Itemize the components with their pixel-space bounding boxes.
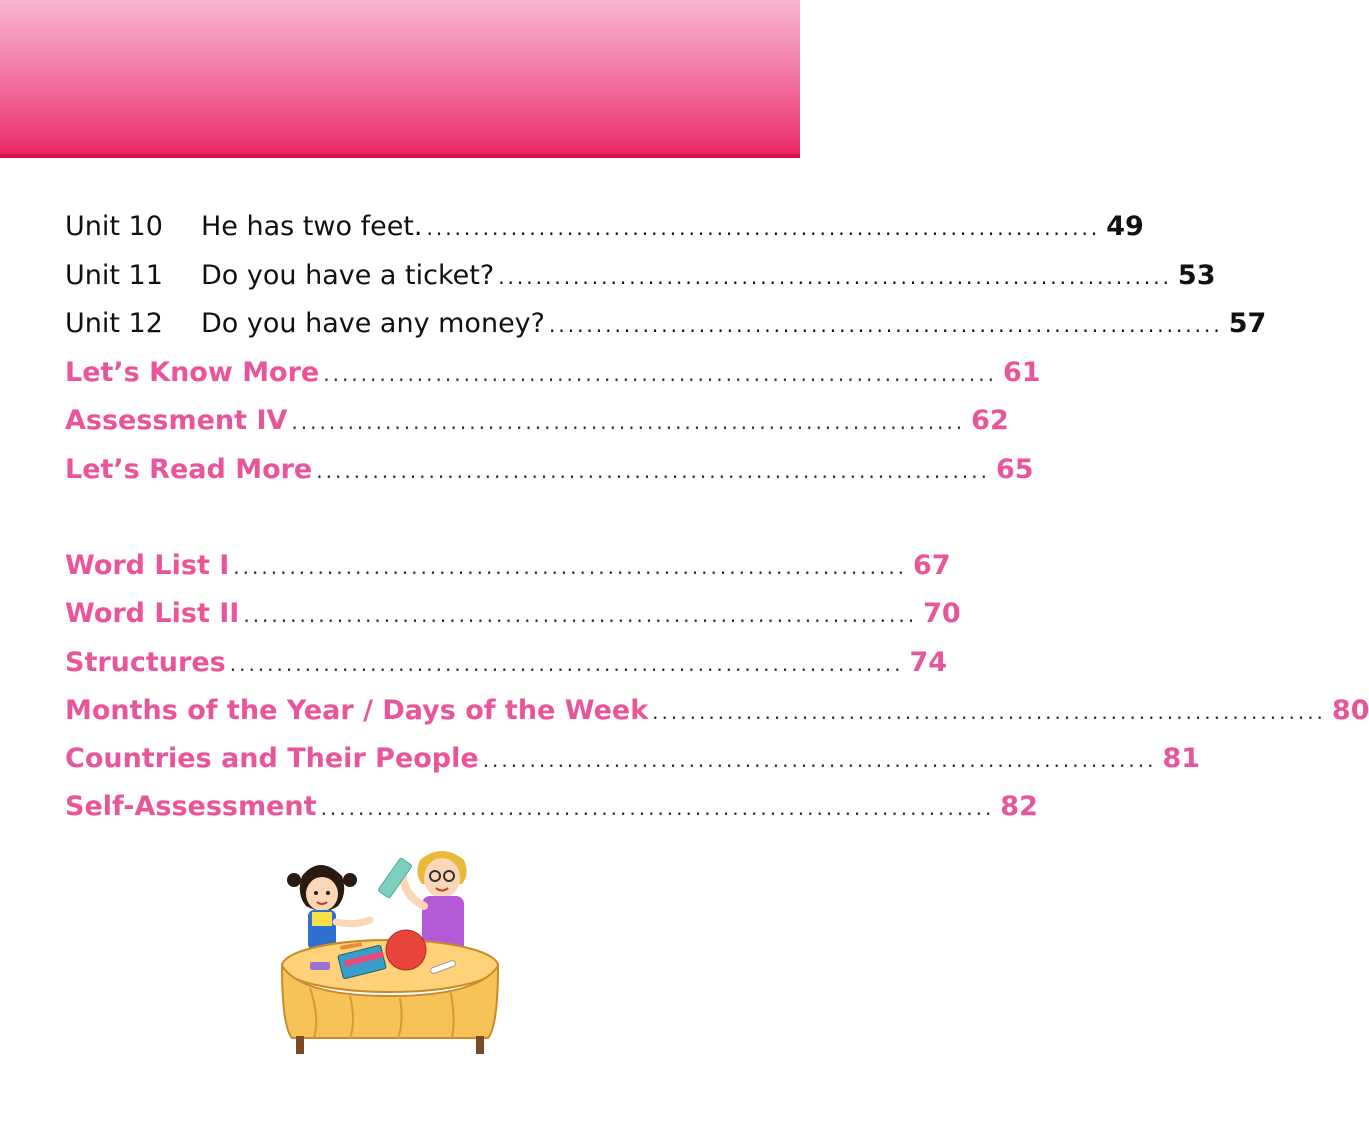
dot-leader: ........................................................................ (323, 362, 997, 386)
toc-title: Word List II (65, 598, 240, 629)
dot-leader: ........................................................................ (320, 796, 995, 820)
toc-row-unit-11[interactable] (65, 249, 1216, 291)
dot-leader: ........................................................................ (652, 700, 1326, 724)
toc-title: Structures (65, 647, 226, 678)
toc-title: Countries and Their People (65, 743, 479, 774)
page-number: 67 (913, 550, 951, 581)
toc-title: Let’s Read More (65, 454, 313, 485)
page-number: 74 (909, 647, 948, 678)
toc-row-word-list-ii[interactable] (65, 587, 961, 629)
dot-leader: ........................................................................ (498, 265, 1172, 289)
page-number: 65 (995, 454, 1034, 485)
header-band (0, 0, 800, 158)
toc-row-unit-12[interactable] (65, 297, 1267, 339)
toc-row-lets-read-more[interactable] (65, 443, 1034, 485)
toc-row-countries-people[interactable] (65, 732, 1201, 774)
page-number: 81 (1162, 743, 1201, 774)
toc-row-unit-10[interactable] (65, 200, 1144, 242)
toc-title: Months of the Year / Days of the Week (65, 695, 649, 726)
girl-figure (287, 865, 370, 950)
dot-leader: ........................................................................ (316, 459, 990, 483)
toc-row-months-days[interactable] (65, 684, 1369, 726)
dot-leader: ........................................................................ (549, 313, 1223, 337)
page-number: 53 (1177, 260, 1216, 291)
toc-title: Assessment IV (65, 405, 288, 436)
unit-label: Unit 12 (65, 308, 163, 339)
page-number: 70 (923, 598, 961, 629)
page-number: 49 (1106, 211, 1144, 242)
toc-title: Do you have any money? (201, 308, 545, 339)
toc-row-lets-know-more[interactable] (65, 346, 1041, 388)
page-number: 61 (1002, 357, 1041, 388)
dot-leader: ........................................................................ (291, 410, 966, 434)
page-number: 80 (1331, 695, 1369, 726)
dot-leader: ........................................................................ (233, 555, 908, 579)
toc-title: Self-Assessment (65, 791, 317, 822)
page-number: 62 (971, 405, 1009, 436)
toc-title: Let’s Know More (65, 357, 320, 388)
unit-label: Unit 10 (65, 211, 163, 242)
toc-row-assessment-iv[interactable] (65, 394, 1009, 436)
dot-leader: ........................................................................ (482, 748, 1157, 772)
toc-row-structures[interactable] (65, 636, 948, 678)
children-at-table-illustration (270, 838, 510, 1068)
toc-title: Word List I (65, 550, 230, 581)
page-number: 82 (1000, 791, 1038, 822)
page-number: 57 (1228, 308, 1267, 339)
toc-row-word-list-i[interactable] (65, 539, 951, 581)
dot-leader: ........................................................................ (243, 603, 918, 627)
unit-label: Unit 11 (65, 260, 163, 291)
dot-leader: ........................................................................ (426, 216, 1101, 240)
toc-row-self-assessment[interactable] (65, 780, 1038, 822)
dot-leader: ........................................................................ (229, 652, 904, 676)
toc-title: Do you have a ticket? (201, 260, 495, 291)
toc-title: He has two feet. (201, 211, 423, 242)
